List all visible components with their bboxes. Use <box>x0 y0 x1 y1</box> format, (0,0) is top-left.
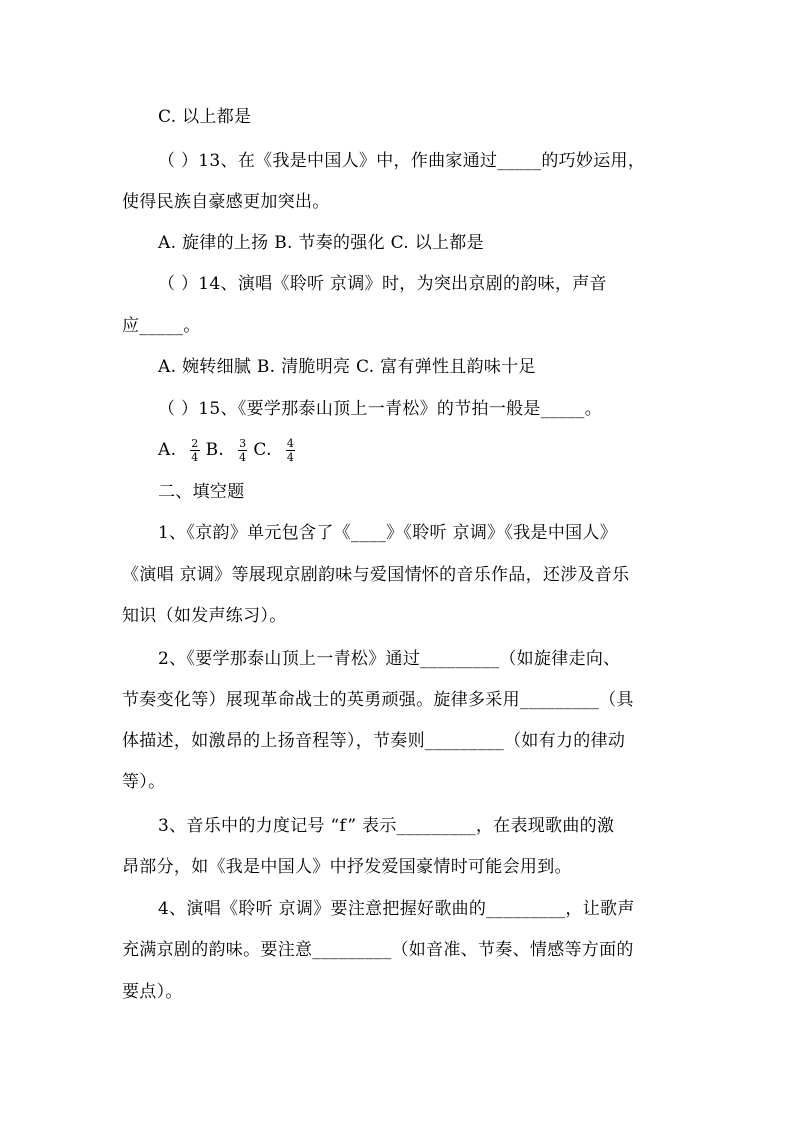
q15-options <box>158 438 301 463</box>
q13-stem: （ ）13、在《我是中国人》中，作曲家通过_____的巧妙运用， <box>158 151 646 171</box>
fill-q1-line1: 1、《京韵》单元包含了《____》《聆听 京调》《我是中国人》 <box>158 523 618 543</box>
fill-q1-line2: 《演唱 京调》等展现京剧韵味与爱国情怀的音乐作品，还涉及音乐 <box>122 565 630 585</box>
fill-q2-line3: 体描述，如激昂的上扬音程等），节奏则_________（如有力的律动 <box>122 731 626 751</box>
q15-option-c-label: C. <box>253 440 272 460</box>
fill-q4-line2: 充满京剧的韵味。要注意_________（如音准、节奏、情感等方面的 <box>122 940 634 960</box>
q12-option-c: C. 以上都是 <box>158 107 252 127</box>
section2-heading: 二、填空题 <box>158 482 245 502</box>
fill-q4-line1: 4、演唱《聆听 京调》要注意把握好歌曲的_________，让歌声 <box>158 899 635 919</box>
q15-option-b-label: B. <box>205 440 225 460</box>
fill-q3-line1: 3、音乐中的力度记号 “f” 表示_________，在表现歌曲的激 <box>158 816 615 836</box>
q13-stem-cont: 使得民族自豪感更加突出。 <box>122 192 330 212</box>
q15-stem: （ ）15、《要学那泰山顶上一青松》的节拍一般是_____。 <box>158 399 603 419</box>
fraction-3-4: $\frac{3}{4}$ <box>239 437 247 464</box>
fill-q1-line3: 知识（如发声练习）。 <box>122 606 287 626</box>
fill-q2-line4: 等）。 <box>122 772 166 792</box>
q14-stem-cont: 应_____。 <box>122 316 201 336</box>
q14-stem: （ ）14、演唱《聆听 京调》时，为突出京剧的韵味，声音 <box>158 274 607 294</box>
fill-q4-line3: 要点）。 <box>122 982 183 1002</box>
q15-option-a-label: A. <box>158 440 177 460</box>
fill-q2-line2: 节奏变化等）展现革命战士的英勇顽强。旋律多采用_________（具 <box>122 690 634 710</box>
fill-q2-line1: 2、《要学那泰山顶上一青松》通过_________（如旋律走向、 <box>158 649 621 669</box>
fraction-4-4: $\frac{4}{4}$ <box>286 437 295 464</box>
q14-options: A. 婉转细腻 B. 清脆明亮 C. 富有弹性且韵味十足 <box>158 357 536 377</box>
fill-q3-line2: 昂部分，如《我是中国人》中抒发爱国豪情时可能会用到。 <box>122 857 572 877</box>
q13-options: A. 旋律的上扬 B. 节奏的强化 C. 以上都是 <box>158 233 484 253</box>
fraction-2-4: $\frac{2}{4}$ <box>191 437 199 464</box>
